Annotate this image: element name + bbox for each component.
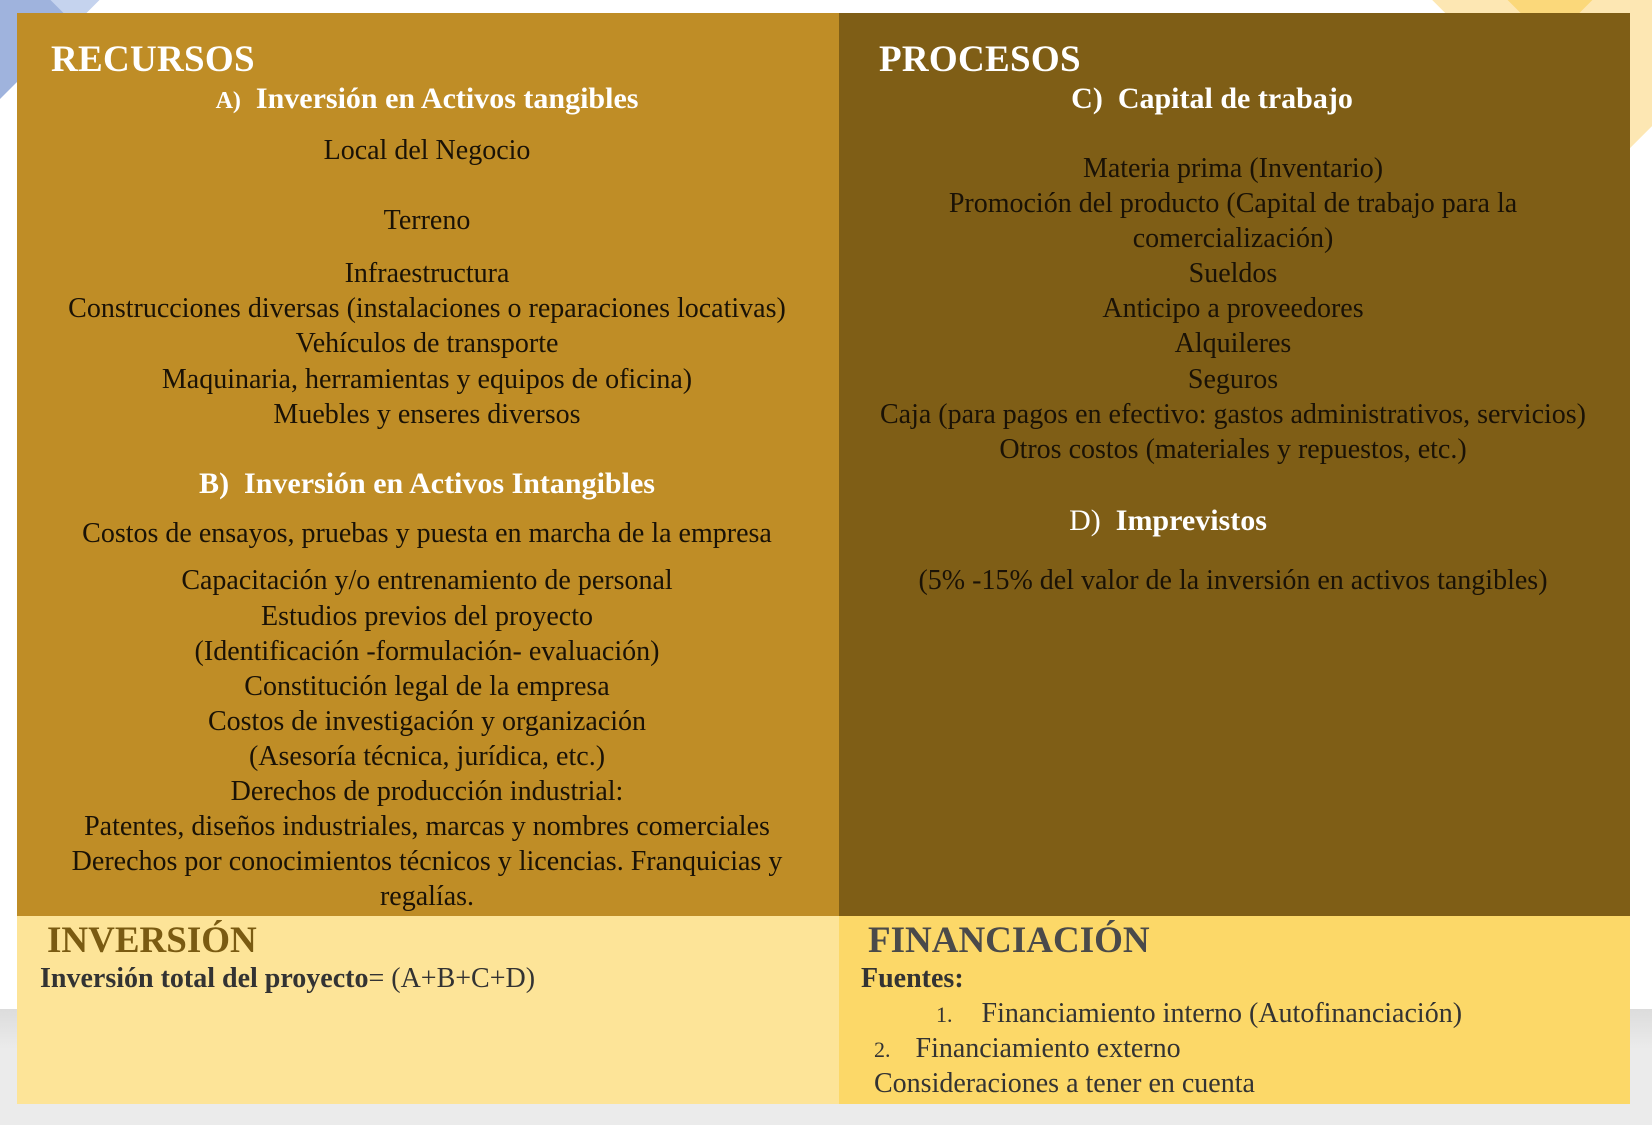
section-b-title: Inversión en Activos Intangibles (244, 467, 655, 500)
list-item: Infraestructura (344, 258, 510, 289)
list-item: (5% -15% del valor de la inversión en activos tangibles) (918, 565, 1548, 596)
list-item: Constitución legal de la empresa (244, 671, 610, 702)
list-item: Caja (para pagos en efectivo: gastos administrativos, servicios) (879, 399, 1587, 430)
source-label: Financiamiento interno (Autofinanciación) (981, 998, 1463, 1029)
list-item: Costos de investigación y organización (207, 706, 647, 737)
list-item: Seguros (1187, 364, 1279, 395)
section-c-heading (1071, 84, 1353, 114)
inversion-title: INVERSIÓN (47, 920, 257, 961)
formula-value: = (A+B+C+D) (368, 963, 536, 994)
section-d-heading (1069, 506, 1267, 536)
list-item: Derechos de producción industrial: (230, 776, 624, 807)
list-item: Maquinaria, herramientas y equipos de oficina) (161, 364, 693, 395)
list-item: Vehículos de transporte (295, 328, 559, 359)
list-item: Alquileres (1174, 328, 1292, 359)
recursos-title: RECURSOS (51, 39, 255, 80)
list-item: Anticipo a proveedores (1102, 293, 1364, 324)
inversion-formula (40, 965, 535, 993)
list-item: Terreno (383, 205, 471, 236)
list-item: Derechos por conocimientos técnicos y licencias. Franquicias y (71, 846, 783, 877)
list-item: Sueldos (1188, 258, 1278, 289)
list-item: Costos de ensayos, pruebas y puesta en marcha de la empresa (82, 518, 772, 549)
section-c-letter: C) (1071, 82, 1103, 115)
section-c-title: Capital de trabajo (1117, 82, 1353, 115)
section-a-letter: A) (215, 88, 241, 114)
list-item: Estudios previos del proyecto (260, 601, 594, 632)
list-item: Muebles y enseres diversos (273, 399, 581, 430)
section-a-title: Inversión en Activos tangibles (255, 82, 639, 115)
procesos-title: PROCESOS (879, 39, 1081, 80)
list-item: regalías. (379, 881, 475, 912)
section-b-letter: B) (199, 467, 230, 500)
source-number: 2. (874, 1037, 891, 1062)
financiacion-note: Consideraciones a tener en cuenta (874, 1068, 1255, 1099)
section-d-letter: D) (1069, 504, 1101, 537)
list-item: (Asesoría técnica, jurídica, etc.) (248, 741, 606, 772)
list-item: Patentes, diseños industriales, marcas y nombres comerciales (84, 811, 770, 842)
source-item (874, 1033, 1181, 1064)
section-d-title: Imprevistos (1115, 504, 1267, 537)
sources-label: Fuentes: (861, 963, 964, 994)
source-number: 1. (936, 1002, 953, 1027)
list-item: Capacitación y/o entrenamiento de personal (181, 565, 673, 596)
list-item: Materia prima (Inventario) (1082, 153, 1384, 184)
source-label: Financiamiento externo (915, 1033, 1181, 1064)
list-item: (Identificación -formulación- evaluación) (194, 636, 660, 667)
formula-label: Inversión total del proyecto (40, 963, 369, 994)
section-a-heading (216, 84, 639, 114)
list-item: comercialización) (1132, 223, 1334, 254)
section-b-heading (199, 469, 655, 499)
list-item: Construcciones diversas (instalaciones o reparaciones locativas) (68, 293, 786, 324)
list-item: Otros costos (materiales y repuestos, etc.) (999, 434, 1467, 465)
list-item: Local del Negocio (323, 135, 531, 166)
source-item (936, 998, 1463, 1029)
financiacion-title: FINANCIACIÓN (868, 920, 1150, 961)
list-item: Promoción del producto (Capital de trabajo para la (948, 188, 1518, 219)
